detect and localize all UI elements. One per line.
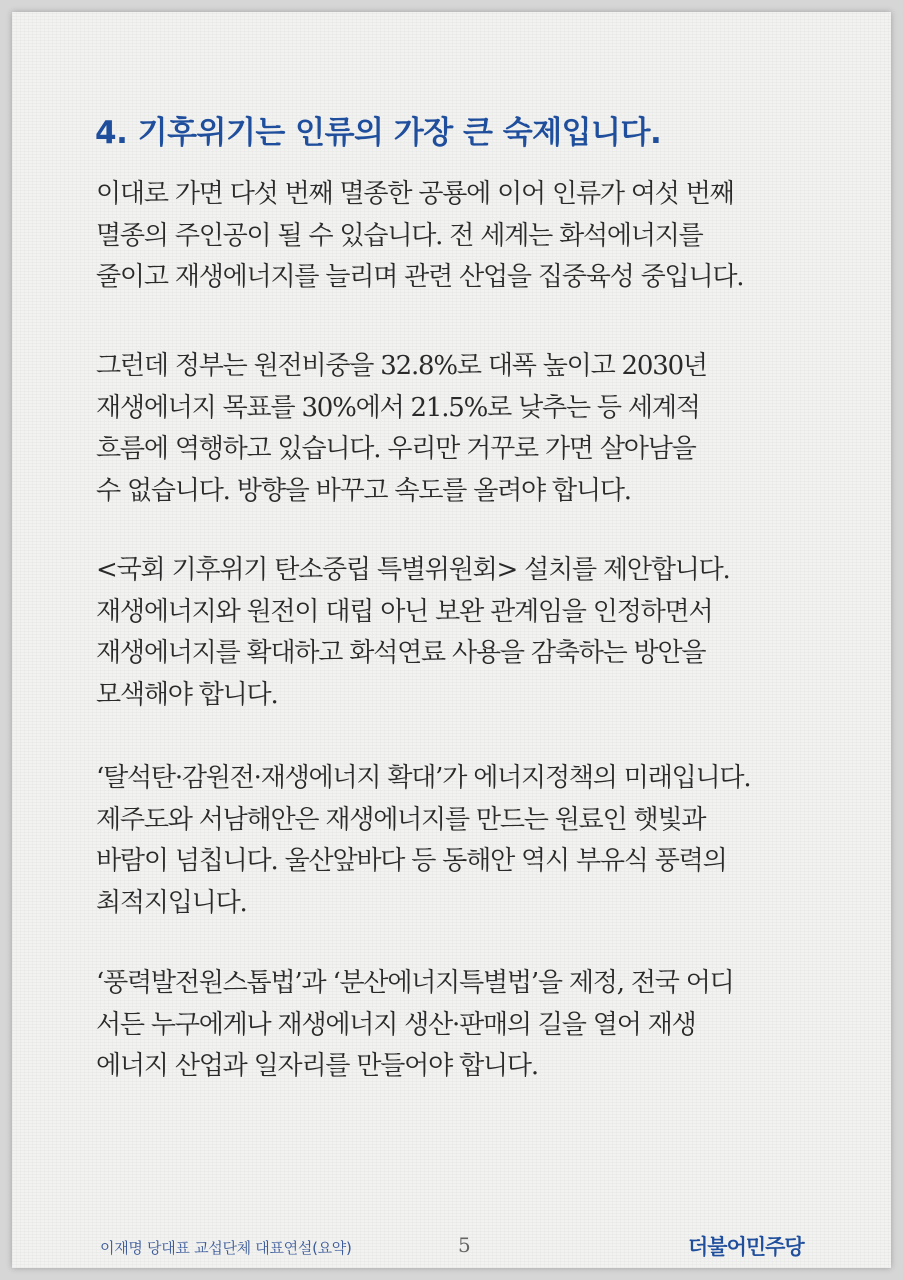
paragraph-extinction <box>96 174 836 299</box>
paragraph-line: 흐름에 역행하고 있습니다. 우리만 거꾸로 가면 살아남을 <box>96 434 696 464</box>
page-number: 5 <box>458 1233 471 1257</box>
paragraph-line: 재생에너지를 확대하고 화석연료 사용을 감축하는 방안을 <box>96 638 706 668</box>
paragraph-line: 줄이고 재생에너지를 늘리며 관련 산업을 집중육성 중입니다. <box>96 262 744 292</box>
paragraph-energy-future <box>96 758 836 924</box>
paragraph-line: 수 없습니다. 방향을 바꾸고 속도를 올려야 합니다. <box>96 475 631 506</box>
paragraph-line: 멸종의 주인공이 될 수 있습니다. 전 세계는 화석에너지를 <box>96 220 703 251</box>
section-heading: 4. 기후위기는 인류의 가장 큰 숙제입니다. <box>95 115 662 151</box>
paragraph-line: 재생에너지 목표를 30%에서 21.5%로 낮추는 등 세계적 <box>96 392 700 423</box>
paragraph-line: 서든 누구에게나 재생에너지 생산·판매의 길을 열어 재생 <box>96 1009 696 1040</box>
paragraph-legislation <box>96 963 836 1088</box>
paragraph-line: 재생에너지와 원전이 대립 아닌 보완 관계임을 인정하면서 <box>96 596 713 627</box>
footer-caption: 이재명 당대표 교섭단체 대표연설(요약) <box>100 1239 352 1257</box>
document-page <box>12 12 891 1268</box>
paragraph-line: 그런데 정부는 원전비중을 32.8%로 대폭 높이고 2030년 <box>96 351 707 381</box>
paragraph-line: 이대로 가면 다섯 번째 멸종한 공룡에 이어 인류가 여섯 번째 <box>96 179 734 209</box>
paragraph-line: 제주도와 서남해안은 재생에너지를 만드는 원료인 햇빛과 <box>96 804 706 835</box>
paragraph-line: 에너지 산업과 일자리를 만들어야 합니다. <box>96 1051 538 1081</box>
paragraph-line: 최적지입니다. <box>96 887 247 918</box>
paragraph-line: 바람이 넘칩니다. 울산앞바다 등 동해안 역시 부유식 풍력의 <box>96 846 727 876</box>
party-logo: 더불어민주당 <box>688 1235 804 1259</box>
paragraph-line: ‘탈석탄·감원전·재생에너지 확대’가 에너지정책의 미래입니다. <box>96 763 751 793</box>
paragraph-special-committee <box>96 550 836 716</box>
paragraph-line: 모색해야 합니다. <box>96 679 278 710</box>
paragraph-line: <국회 기후위기 탄소중립 특별위원회> 설치를 제안합니다. <box>96 555 730 585</box>
paragraph-government-policy <box>96 346 836 512</box>
paragraph-line: ‘풍력발전원스톱법’과 ‘분산에너지특별법’을 제정, 전국 어디 <box>96 968 734 998</box>
